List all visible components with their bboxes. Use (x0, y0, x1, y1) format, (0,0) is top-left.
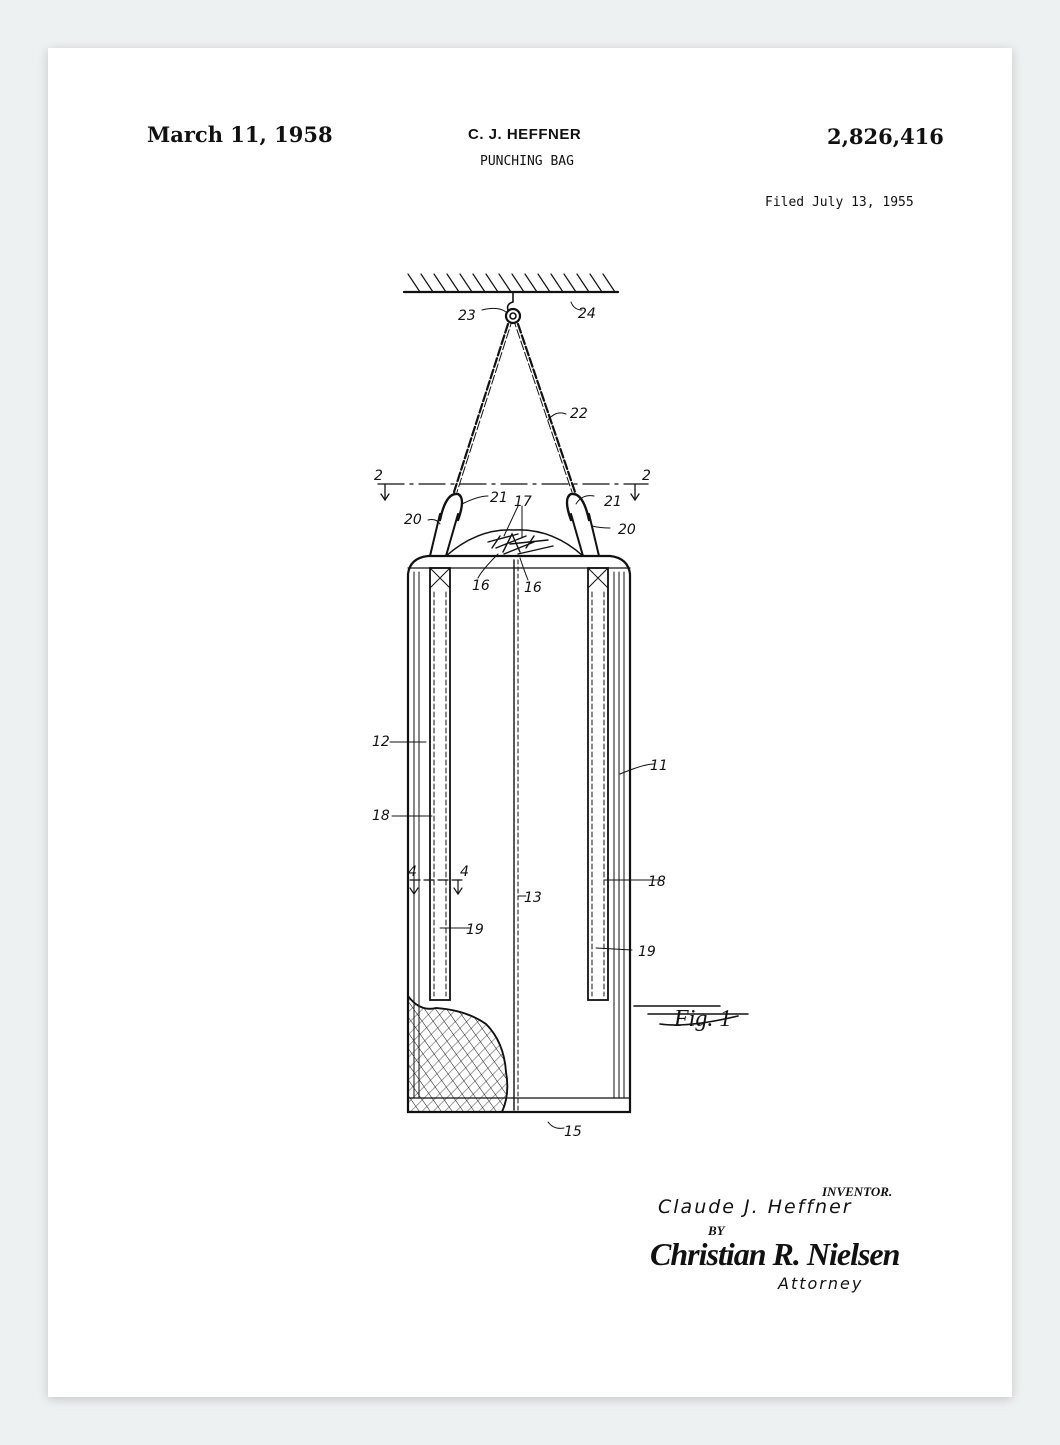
patent-date: March 11, 1958 (147, 122, 333, 147)
right-chain (515, 324, 575, 492)
ref-numeral-21-left: 21 (490, 490, 508, 506)
ref-numeral-18-left: 18 (372, 808, 390, 824)
ref-numeral-19-right: 19 (638, 944, 656, 960)
attorney-label: Attorney (778, 1274, 864, 1293)
ref-numeral-24: 24 (578, 306, 596, 322)
filed-date: Filed July 13, 1955 (765, 195, 914, 210)
inventor-label: INVENTOR. (822, 1184, 893, 1199)
section-mark-2-left: 2 (374, 468, 383, 484)
ref-numeral-13: 13 (524, 890, 542, 906)
patent-sheet (48, 48, 1012, 1397)
patent-title: PUNCHING BAG (480, 154, 574, 169)
ref-numeral-15: 15 (564, 1124, 582, 1140)
bag-top-closure (446, 530, 583, 556)
figure-label: Fig. 1 (674, 1006, 732, 1032)
ref-numeral-20-left: 20 (404, 512, 422, 528)
ref-numeral-18-right: 18 (648, 874, 666, 890)
ref-numeral-22: 22 (570, 406, 588, 422)
section-mark-4-left: 4 (408, 864, 417, 880)
cutaway-filling (408, 996, 507, 1112)
patent-number: 2,826,416 (827, 124, 944, 149)
by-label: BY (708, 1223, 725, 1238)
left-chain (454, 324, 511, 492)
ceiling-beam (404, 274, 618, 292)
ref-numeral-20-right: 20 (618, 522, 636, 538)
section-mark-4-right: 4 (460, 864, 469, 880)
ref-numeral-16-left: 16 (472, 578, 490, 594)
ref-numeral-23: 23 (458, 308, 476, 324)
inventor-signature: Claude J. Heffner (658, 1196, 853, 1218)
inventor-name: C. J. HEFFNER (468, 126, 582, 143)
ref-numeral-11: 11 (650, 758, 668, 774)
ceiling-hook (506, 292, 520, 323)
attorney-signature: Christian R. Nielsen (650, 1236, 900, 1272)
ref-numeral-12: 12 (372, 734, 390, 750)
ref-numeral-17: 17 (514, 494, 532, 510)
ref-numeral-19-left: 19 (466, 922, 484, 938)
ref-numeral-21-right: 21 (604, 494, 622, 510)
section-mark-2-right: 2 (642, 468, 651, 484)
ref-numeral-16-right: 16 (524, 580, 542, 596)
